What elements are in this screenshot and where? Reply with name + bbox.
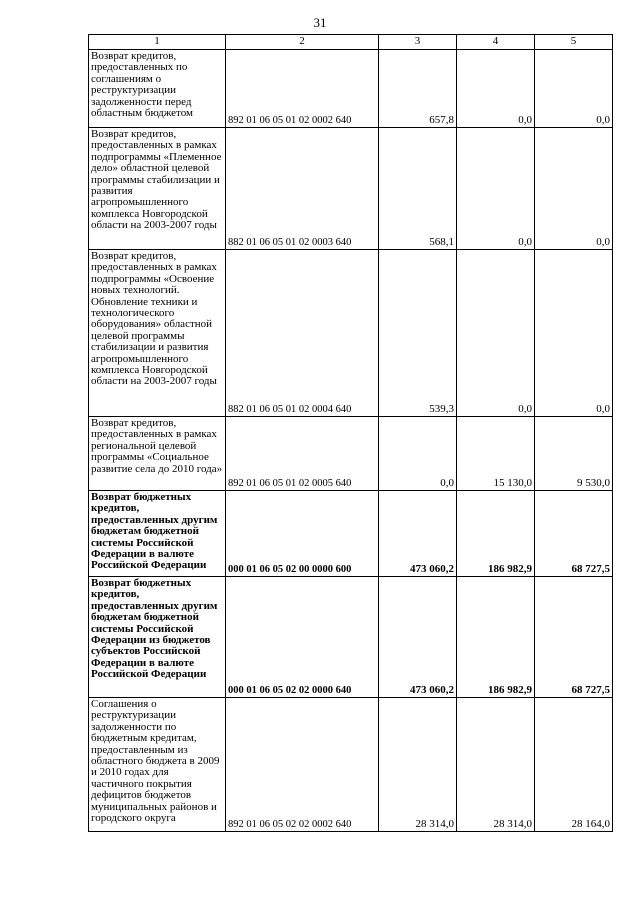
row-value-col4: 0,0 <box>457 250 535 417</box>
row-value-col3: 0,0 <box>379 417 457 491</box>
row-value-col5: 9 530,0 <box>535 417 613 491</box>
row-value-col3: 657,8 <box>379 50 457 128</box>
row-value-col3: 539,3 <box>379 250 457 417</box>
row-code: 882 01 06 05 01 02 0003 640 <box>226 128 379 250</box>
column-header-4: 4 <box>457 35 535 50</box>
row-value-col5: 68 727,5 <box>535 577 613 698</box>
table-row <box>89 491 613 577</box>
row-code: 000 01 06 05 02 00 0000 600 <box>226 491 379 577</box>
row-description: Соглашения о реструктуризации задолженности по бюджетным кредитам, предоставленным из областного бюджета в 2009 и 2010 годах для частичного покрытия дефицитов бюджетов муниципальных районов и городского округа <box>89 698 226 832</box>
budget-table <box>88 34 613 832</box>
row-value-col4: 15 130,0 <box>457 417 535 491</box>
row-code: 000 01 06 05 02 02 0000 640 <box>226 577 379 698</box>
row-description: Возврат кредитов, предоставленных в рамках подпрограммы «Освоение новых технологий. Обновление техники и технологического оборудования» областной целевой программы стабилизации и развития агропромышленного комплекса Новгородской области на 2003-2007 годы <box>89 250 226 417</box>
row-value-col5: 0,0 <box>535 50 613 128</box>
row-code: 892 01 06 05 01 02 0005 640 <box>226 417 379 491</box>
column-header-2: 2 <box>226 35 379 50</box>
table-header-row <box>89 35 613 50</box>
row-description: Возврат бюджетных кредитов, предоставленных другим бюджетам бюджетной системы Российской Федерации в валюте Российской Федерации <box>89 491 226 577</box>
page-number: 31 <box>313 15 327 30</box>
row-value-col4: 186 982,9 <box>457 577 535 698</box>
column-header-1: 1 <box>89 35 226 50</box>
row-code: 882 01 06 05 01 02 0004 640 <box>226 250 379 417</box>
table-row <box>89 250 613 417</box>
row-value-col5: 68 727,5 <box>535 491 613 577</box>
row-description: Возврат кредитов, предоставленных в рамках подпрограммы «Племенное дело» областной целевой программы стабилизации и развития агропромышленного комплекса Новгородской области на 2003-2007 годы <box>89 128 226 250</box>
row-value-col5: 0,0 <box>535 250 613 417</box>
row-value-col4: 0,0 <box>457 128 535 250</box>
row-value-col4: 28 314,0 <box>457 698 535 832</box>
row-value-col5: 0,0 <box>535 128 613 250</box>
row-value-col3: 473 060,2 <box>379 491 457 577</box>
column-header-5: 5 <box>535 35 613 50</box>
row-description: Возврат бюджетных кредитов, предоставленных другим бюджетам бюджетной системы Российской Федерации из бюджетов субъектов Российской Федерации в валюте Российской Федерации <box>89 577 226 698</box>
row-value-col5: 28 164,0 <box>535 698 613 832</box>
table-row <box>89 417 613 491</box>
table-row <box>89 577 613 698</box>
table-row <box>89 50 613 128</box>
row-code: 892 01 06 05 02 02 0002 640 <box>226 698 379 832</box>
row-value-col4: 0,0 <box>457 50 535 128</box>
row-description: Возврат кредитов, предоставленных в рамках региональной целевой программы «Социальное развитие села до 2010 года» <box>89 417 226 491</box>
row-value-col4: 186 982,9 <box>457 491 535 577</box>
row-value-col3: 473 060,2 <box>379 577 457 698</box>
row-description: Возврат кредитов, предоставленных по соглашениям о реструктуризации задолженности перед областным бюджетом <box>89 50 226 128</box>
row-value-col3: 568,1 <box>379 128 457 250</box>
column-header-3: 3 <box>379 35 457 50</box>
row-value-col3: 28 314,0 <box>379 698 457 832</box>
table-row <box>89 698 613 832</box>
row-code: 892 01 06 05 01 02 0002 640 <box>226 50 379 128</box>
table-row <box>89 128 613 250</box>
